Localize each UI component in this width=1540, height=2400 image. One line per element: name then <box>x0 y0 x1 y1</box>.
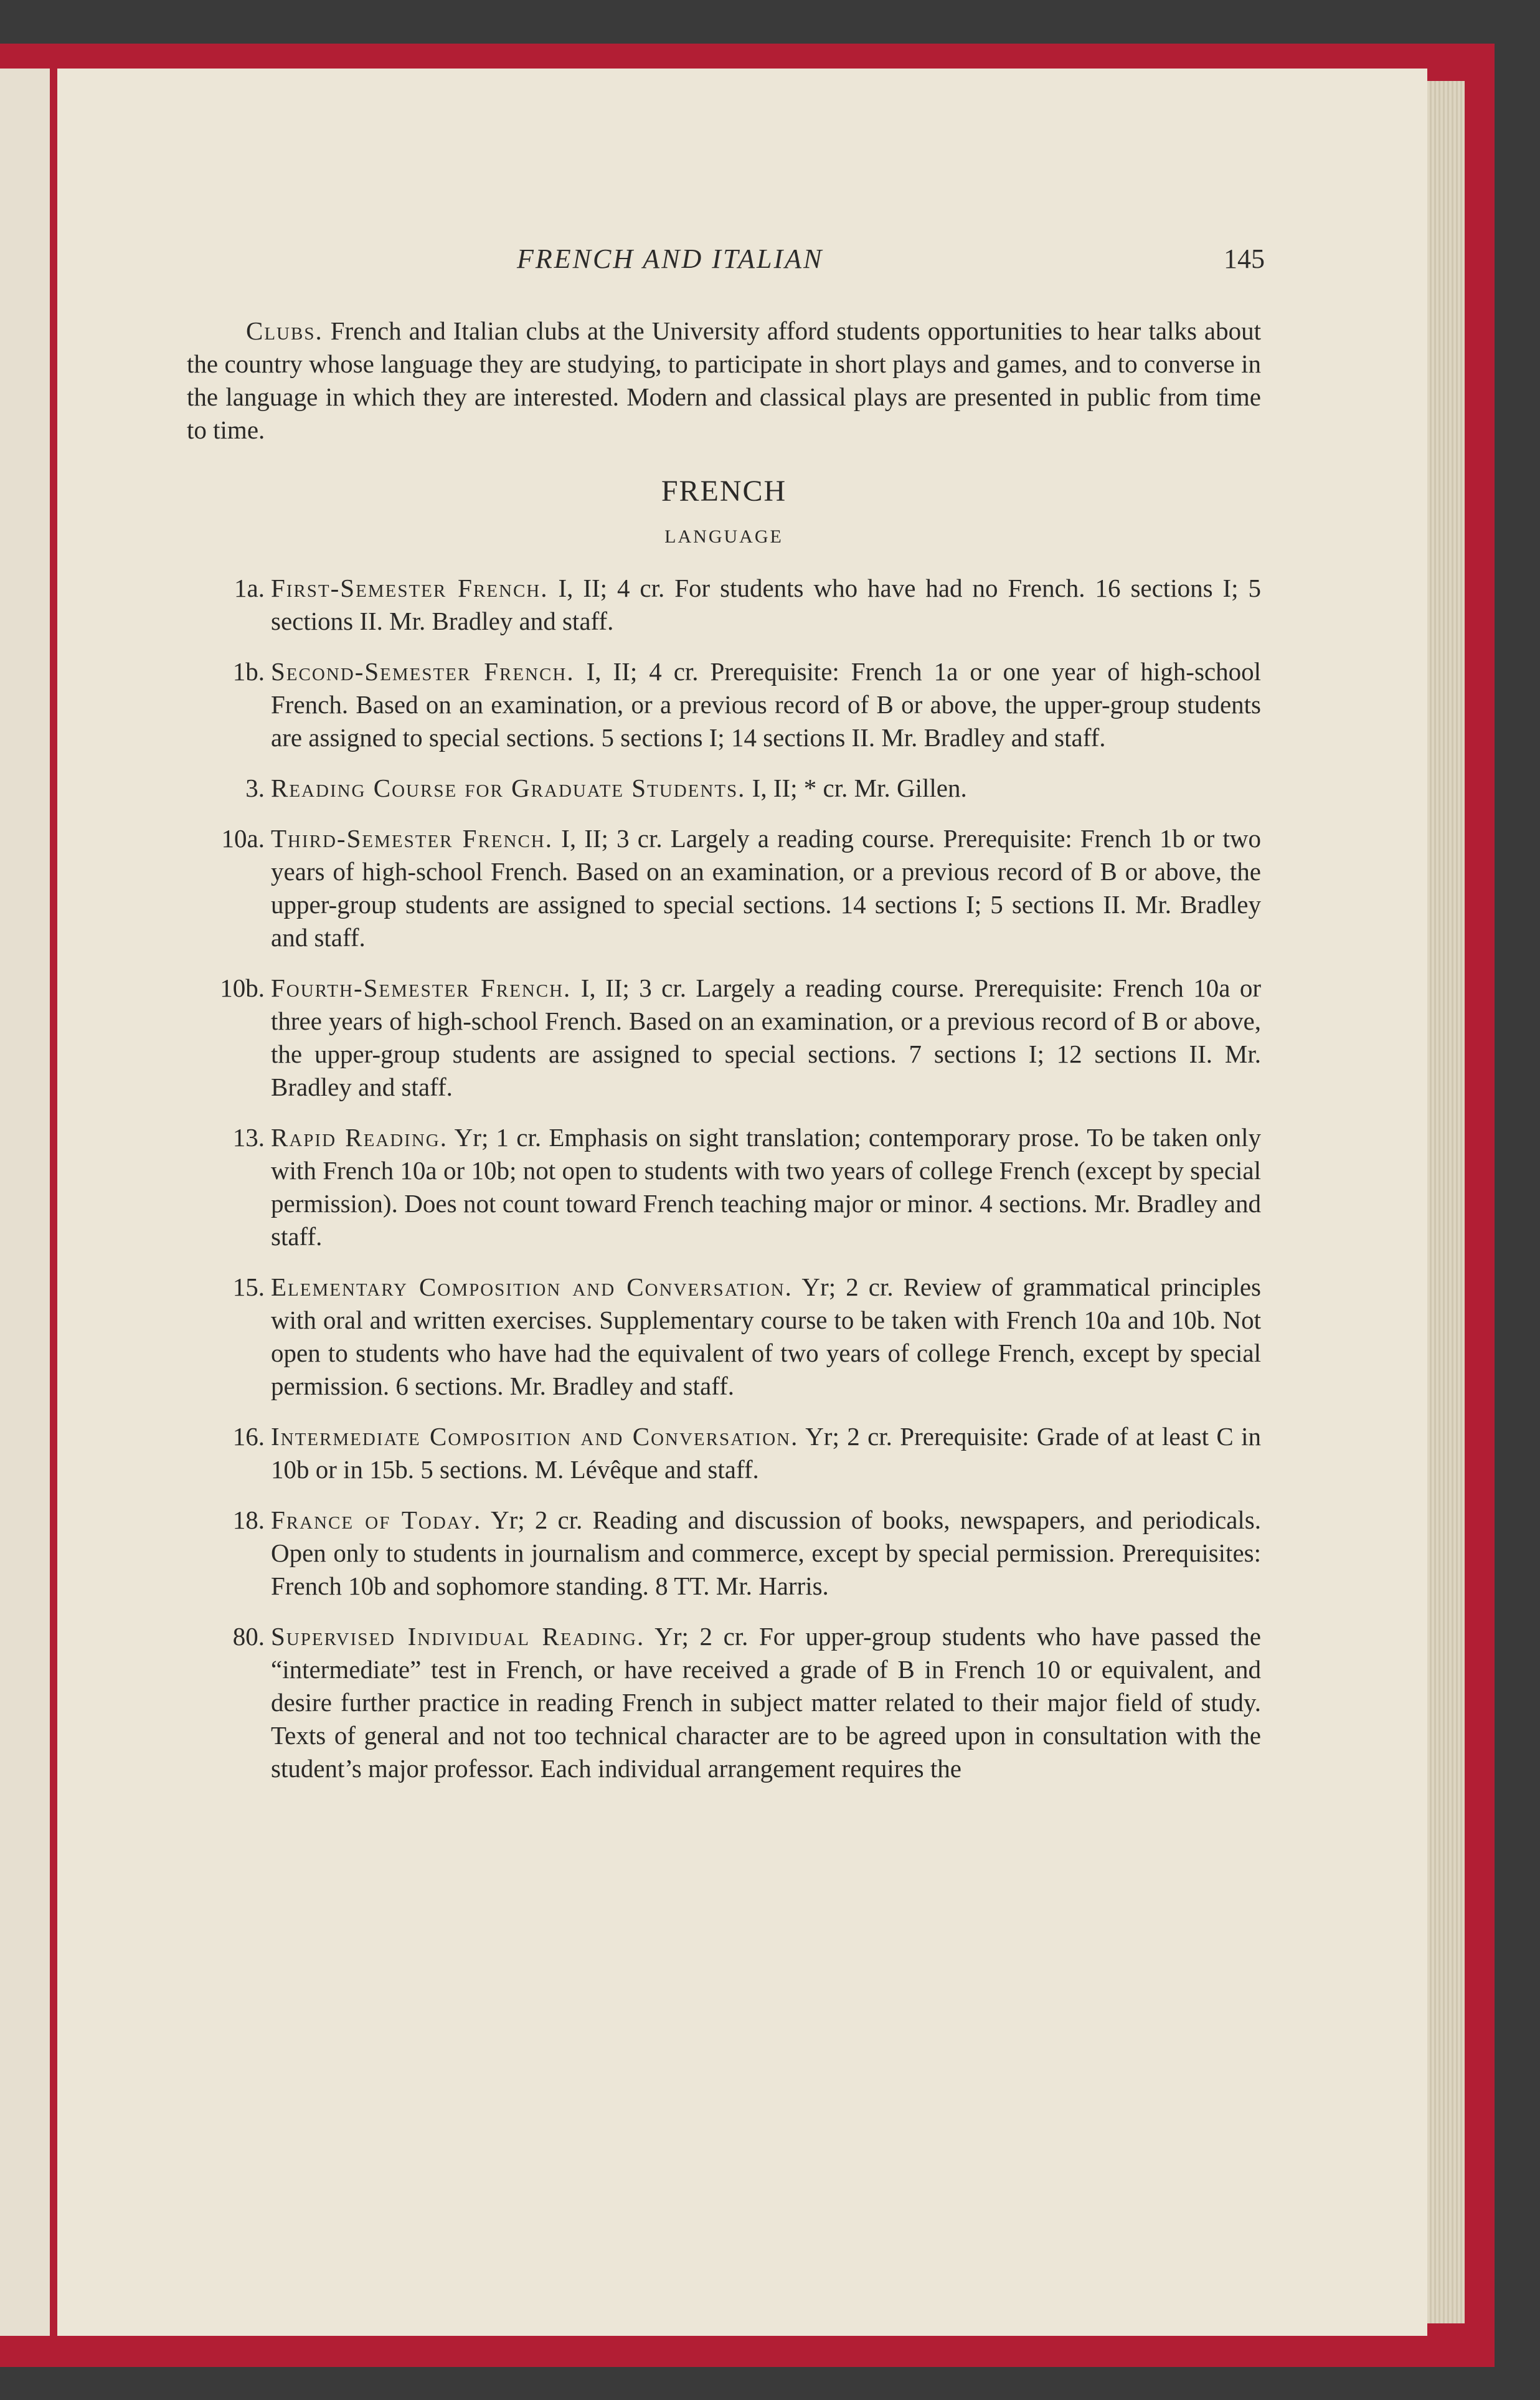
course-description: I, II; 3 cr. Largely a reading course. Prerequisite: French 1b or two years of high-school French. Based on an examination, or a previous record of B or above, the upper-group students are assigned to special sections. 14 sections I; 5 sections II. Mr. Bradley and staff. <box>271 824 1261 952</box>
course-title: Reading Course for Graduate Students. <box>271 774 746 802</box>
course-description: Yr; 1 cr. Emphasis on sight translation; contemporary prose. To be taken only with French 10a or 10b; not open to students with two years of college French (except by special permission). Does not count toward French teaching major or minor. 4 sections. Mr. Bradley and staff. <box>271 1123 1261 1251</box>
page-header <box>0 243 1540 280</box>
course-number: 80. <box>232 1622 265 1651</box>
course-description: I, II; 4 cr. Prerequisite: French 1a or one year of high-school French. Based on an examination, or a previous record of B or above, the upper-group students are assigned to special sections. 5 sections I; 14 sections II. Mr. Bradley and staff. <box>271 657 1261 752</box>
clubs-text: French and Italian clubs at the University afford students opportunities to hear talks about the country whose language they are studying, to participate in short plays and games, and to converse in the language in which they are interested. Modern and classical plays are presented in public from time to time. <box>187 316 1261 444</box>
course-entry <box>187 1620 1261 1785</box>
course-description: I, II; * cr. Mr. Gillen. <box>745 774 967 802</box>
clubs-paragraph <box>187 315 1261 447</box>
course-description: I, II; 3 cr. Largely a reading course. Prerequisite: French 10a or three years of high-school French. Based on an examination, or a previous record of B or above, the upper-group students are assigned to special sections. 7 sections I; 12 sections II. Mr. Bradley and staff. <box>271 974 1262 1101</box>
clubs-lead: Clubs. <box>246 316 323 345</box>
course-number: 1a. <box>234 574 265 602</box>
facing-page-edge <box>0 69 50 2336</box>
course-number: 1b. <box>232 657 265 686</box>
course-number: 10a. <box>221 824 265 853</box>
running-head: FRENCH AND ITALIAN <box>517 244 824 274</box>
course-title: Supervised Individual Reading. <box>271 1622 645 1651</box>
section-subtitle: LANGUAGE <box>664 526 783 547</box>
course-description: Yr; 2 cr. Review of grammatical principles with oral and written exercises. Supplementary course to be taken with French 10a and 10b. Not open to students who have had the equivalent of two years of college French, except by special permission. 6 sections. Mr. Bradley and staff. <box>271 1273 1261 1400</box>
course-title: Second-Semester French. <box>271 657 575 686</box>
course-number: 15. <box>232 1273 265 1301</box>
course-entry <box>187 1420 1261 1486</box>
course-title: Intermediate Composition and Conversation. <box>271 1422 799 1451</box>
course-entry <box>187 1121 1261 1253</box>
course-title: Fourth-Semester French. <box>271 974 572 1002</box>
course-title: Third-Semester French. <box>271 824 554 853</box>
course-description: Yr; 2 cr. For upper-group students who have passed the “intermediate” test in French, or have received a grade of B in French 10 or equivalent, and desire further practice in reading French in subject matter related to their major field of study. Texts of general and not too technical character are to be agreed upon in consultation with the student’s major professor. Each individual arrangement requires the <box>271 1622 1261 1783</box>
course-title: France of Today. <box>271 1506 482 1534</box>
course-number: 18. <box>232 1506 265 1534</box>
course-description: I, II; 4 cr. For students who have had no French. 16 sections I; 5 sections II. Mr. Bradley and staff. <box>271 574 1261 635</box>
course-description: Yr; 2 cr. Prerequisite: Grade of at least C in 10b or in 15b. 5 sections. M. Lévêque and staff. <box>271 1422 1261 1484</box>
course-entry <box>187 772 1261 805</box>
course-title: Elementary Composition and Conversation. <box>271 1273 793 1301</box>
section-title: FRENCH <box>661 475 787 508</box>
page-number: 145 <box>1224 244 1265 274</box>
course-number: 3. <box>245 774 265 802</box>
course-entry <box>187 822 1261 954</box>
course-title: First-Semester French. <box>271 574 549 602</box>
course-title: Rapid Reading. <box>271 1123 448 1152</box>
course-number: 16. <box>232 1422 265 1451</box>
course-entry <box>187 1271 1261 1403</box>
course-entry <box>187 972 1261 1104</box>
course-number: 10b. <box>220 974 265 1002</box>
page-stack-edge <box>1427 81 1465 2323</box>
course-entry <box>187 1504 1261 1603</box>
course-entry <box>187 655 1261 754</box>
course-description: Yr; 2 cr. Reading and discussion of books, newspapers, and periodicals. Open only to students in journalism and commerce, except by special permission. Prerequisites: French 10b and sophomore standing. 8 TT. Mr. Harris. <box>271 1506 1261 1600</box>
page-content <box>187 315 1261 1803</box>
course-number: 13. <box>232 1123 265 1152</box>
course-entry <box>187 572 1261 638</box>
